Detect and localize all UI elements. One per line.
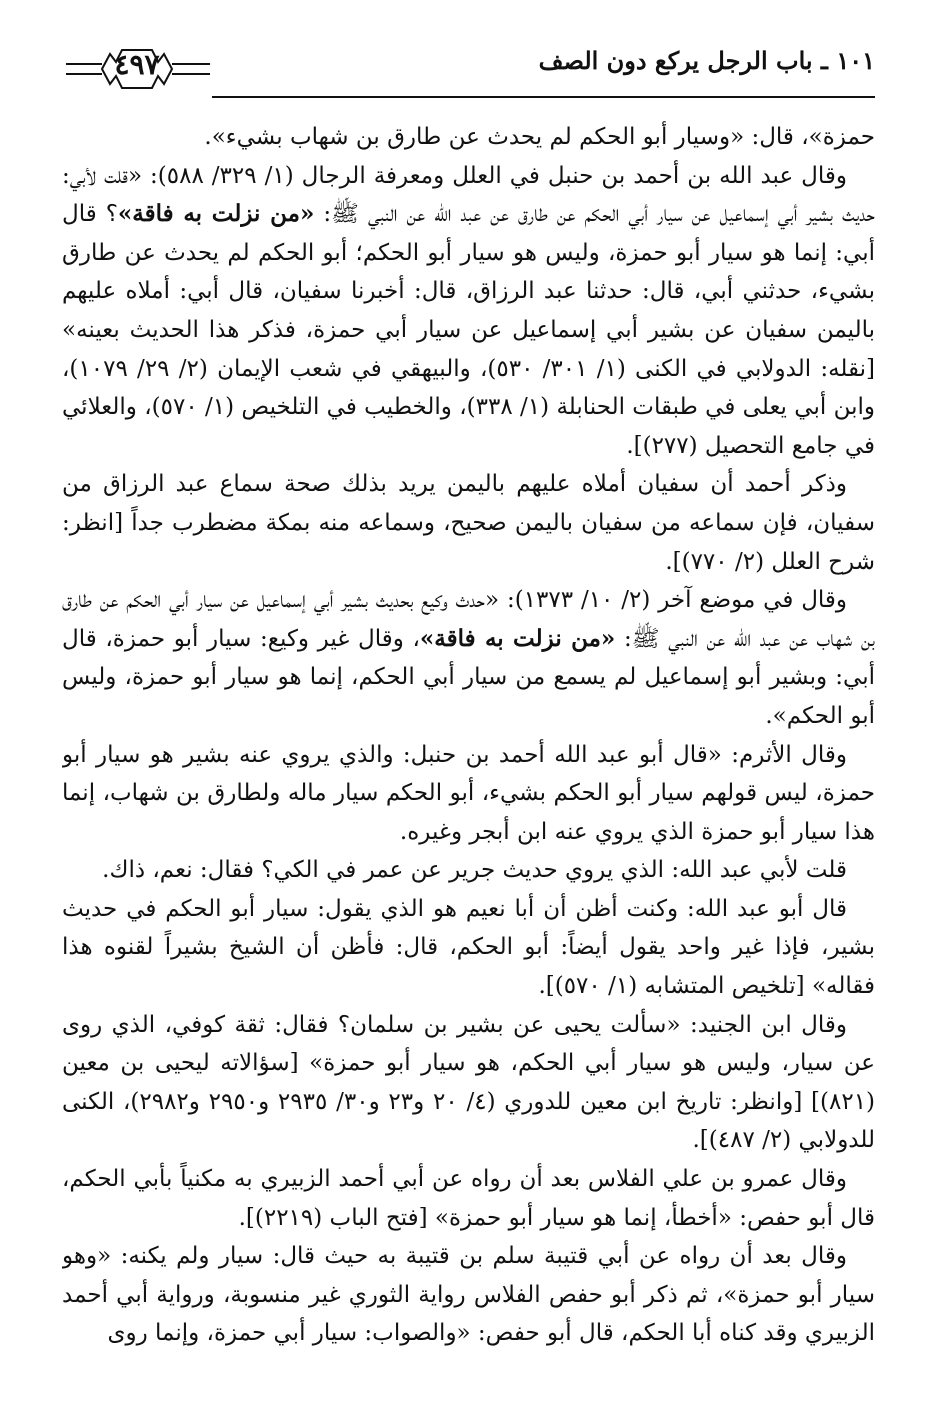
header-rule — [212, 96, 875, 98]
text-segment: وقال في موضع آخر (٢/ ١٠/ ١٣٧٣): «حدث وكيع بحديث بشير أبي إسماعيل عن سيار أبي الحكم عن طارق بن شهاب عن عبد الله عن النبي ﷺ: — [62, 587, 875, 652]
page-body — [62, 118, 875, 1388]
text-segment: وقال بعد أن رواه عن أبي قتيبة سلم بن قتيبة به حيث قال: سيار ولم يكنه: «وهو سيار أبو حمزة»، ثم ذكر أبو حفص الفلاس رواية الثوري غير منسوبة، ورواية أبي أحمد الزبيري وقد كناه أبا الحكم، قال أبو حفص: «والصواب: سيار أبي حمزة، وإنما روى — [62, 1243, 875, 1347]
text-segment: حمزة»، قال: «وسيار أبو الحكم لم يحدث عن طارق بن شهاب بشيء». — [204, 124, 875, 150]
paragraph — [62, 1006, 875, 1160]
paragraph — [62, 118, 875, 157]
page-number: ٤٩٧ — [114, 48, 160, 81]
paragraph — [62, 581, 875, 735]
paragraph — [62, 1237, 875, 1353]
hadith-quote: «من نزلت به فاقة» — [117, 200, 315, 228]
text-segment: وقال الأثرم: «قال أبو عبد الله أحمد بن حنبل: والذي يروي عنه بشير هو سيار أبو حمزة، ليس قولهم سيار أبو الحكم بشيء، أبو الحكم سيار ماله ولطارق بن شهاب، إنما هذا سيار أبو حمزة الذي يروي عنه ابن أبجر وغيره. — [62, 741, 875, 845]
text-segment: وقال عمرو بن علي الفلاس بعد أن رواه عن أبي أحمد الزبيري به مكنياً بأبي الحكم، قال أبو حفص: «أخطأ، إنما هو سيار أبو حمزة» [فتح الباب (٢٢١٩)]. — [62, 1166, 875, 1231]
paragraph — [62, 736, 875, 852]
paragraph — [62, 851, 875, 890]
chapter-title: ١٠١ ـ باب الرجل يركع دون الصف — [538, 46, 875, 75]
hadith-quote: «من نزلت به فاقة» — [419, 624, 616, 652]
text-segment: ، وقال غير وكيع: سيار أبو حمزة، قال أبي: وبشير أبو إسماعيل لم يسمع من سيار أبي الحكم، إنما هو سيار أبو حمزة، وليس أبو الحكم». — [62, 625, 875, 729]
paragraph — [62, 890, 875, 1006]
text-segment: ؟ قال أبي: إنما هو سيار أبو حمزة، وليس هو سيار أبو الحكم؛ أبو الحكم لم يحدث عن طارق بشيء، حدثني أبي، قال: حدثنا عبد الرزاق، قال: أخبرنا سفيان، قال أبي: أملاه عليهم باليمن سفيان عن بشير أبي إسماعيل عن سيار أبي حمزة، فذكر هذا الحديث بعينه» [نقله: الدولابي في الكنى (١/ ٣٠١/ ٥٣٠)، والبيهقي في شعب الإيمان (٢/ ٢٩/ ١٠٧٩)، وابن أبي يعلى في طبقات الحنابلة (١/ ٣٣٨)، والخطيب في التلخيص (١/ ٥٧٠)، والعلائي في جامع التحصيل (٢٧٧)]. — [62, 201, 875, 459]
paragraph — [62, 465, 875, 581]
text-segment: وقال ابن الجنيد: «سألت يحيى عن بشير بن سلمان؟ فقال: ثقة كوفي، الذي روى عن سيار، وليس هو سيار أبي الحكم، هو سيار أبو حمزة» [سؤالاته ليحيى بن معين (٨٢١)] [وانظر: تاريخ ابن معين للدوري (٤/ ٢٠ و٢٣ و٣٠/ ٢٩٣٥ و٢٩٥٠ و٢٩٨٢)، الكنى للدولابي (٢/ ٤٨٧)]. — [62, 1011, 875, 1154]
paragraph — [62, 1160, 875, 1237]
text-segment: قال أبو عبد الله: وكنت أظن أن أبا نعيم هو الذي يقول: سيار أبو الحكم في حديث بشير، فإذا غير واحد يقول أيضاً: أبو الحكم، قال: فأظن أن الشيخ بشيراً لقنوه هذا فقاله» [تلخيص المتشابه (١/ ٥٧٠)]. — [62, 895, 875, 1000]
text-segment: وقال عبد الله بن أحمد بن حنبل في العلل ومعرفة الرجال (١/ ٣٢٩/ ٥٨٨): «قلت لأبي: حديث بشير أبي إسماعيل عن سيار أبي الحكم عن طارق عن عبد الله عن النبي ﷺ: — [62, 162, 875, 228]
text-segment: وذكر أحمد أن سفيان أملاه عليهم باليمن يريد بذلك صحة سماع عبد الرزاق من سفيان، فإن سماعه من سفيان باليمن صحيح، وسماعه منه بمكة مضطرب جداً [انظر: شرح العلل (٢/ ٧٧٠)]. — [62, 471, 875, 575]
page-header — [62, 40, 875, 100]
paragraph — [62, 157, 875, 466]
page-number-ornament — [62, 42, 212, 96]
text-segment: قلت لأبي عبد الله: الذي يروي حديث جرير عن عمر في الكي؟ فقال: نعم، ذاك. — [102, 857, 847, 884]
